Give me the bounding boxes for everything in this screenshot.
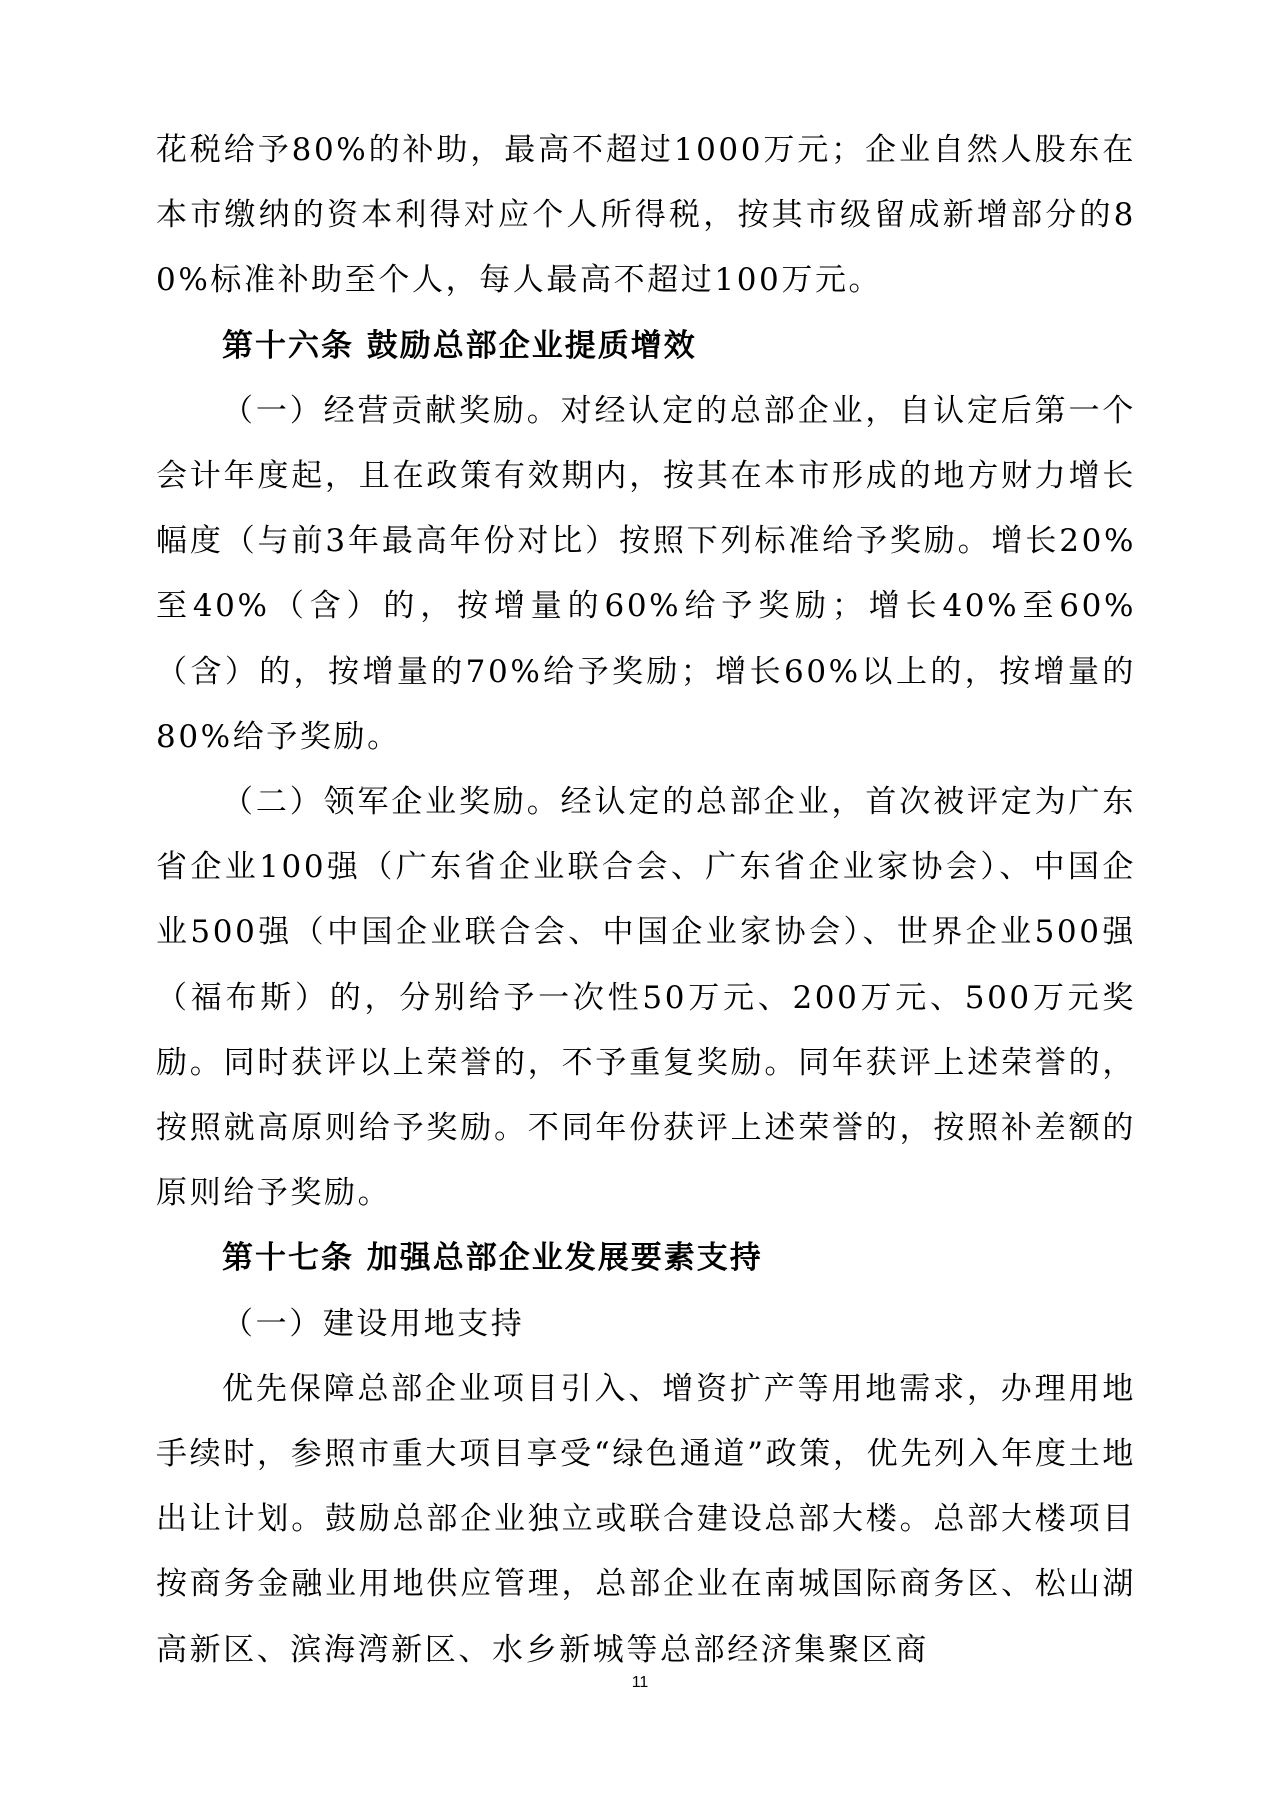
paragraph-continuation: 花税给予80%的补助，最高不超过1000万元；企业自然人股东在本市缴纳的资本利得对应个人所得税，按其市级留成新增部分的80%标准补助至个人，每人最高不超过100万元。 <box>156 132 1136 299</box>
document-body <box>156 118 1136 1683</box>
paragraph-land-support: 优先保障总部企业项目引入、增资扩产等用地需求，办理用地手续时，参照市重大项目享受“绿色通道”政策，优先列入年度土地出让计划。鼓励总部企业独立或联合建设总部大楼。总部大楼项目按商务金融业用地供应管理，总部企业在南城国际商务区、松山湖高新区、滨海湾新区、水乡新城等总部经济集聚区商 <box>156 1370 1136 1668</box>
subsection-land-support-title: （一）建设用地支持 <box>222 1305 525 1342</box>
paragraph-leading-enterprise-reward: （二）领军企业奖励。经认定的总部企业，首次被评定为广东省企业100强（广东省企业联合会、广东省企业家协会）、中国企业500强（中国企业联合会、中国企业家协会）、世界企业500强（福布斯）的，分别给予一次性50万元、200万元、500万元奖励。同时获评以上荣誉的，不予重复奖励。同年获评上述荣誉的，按照就高原则给予奖励。不同年份获评上述荣誉的，按照补差额的原则给予奖励。 <box>156 784 1136 1212</box>
page-number: 11 <box>631 1674 649 1691</box>
paragraph-business-contribution-reward: （一）经营贡献奖励。对经认定的总部企业，自认定后第一个会计年度起，且在政策有效期内，按其在本市形成的地方财力增长幅度（与前3年最高年份对比）按照下列标准给予奖励。增长20%至40%（含）的，按增量的60%给予奖励；增长40%至60%（含）的，按增量的70%给予奖励；增长60%以上的，按增量的80%给予奖励。 <box>156 392 1136 755</box>
article-16-heading: 第十六条 鼓励总部企业提质增效 <box>222 327 697 364</box>
article-17-heading: 第十七条 加强总部企业发展要素支持 <box>222 1240 763 1277</box>
